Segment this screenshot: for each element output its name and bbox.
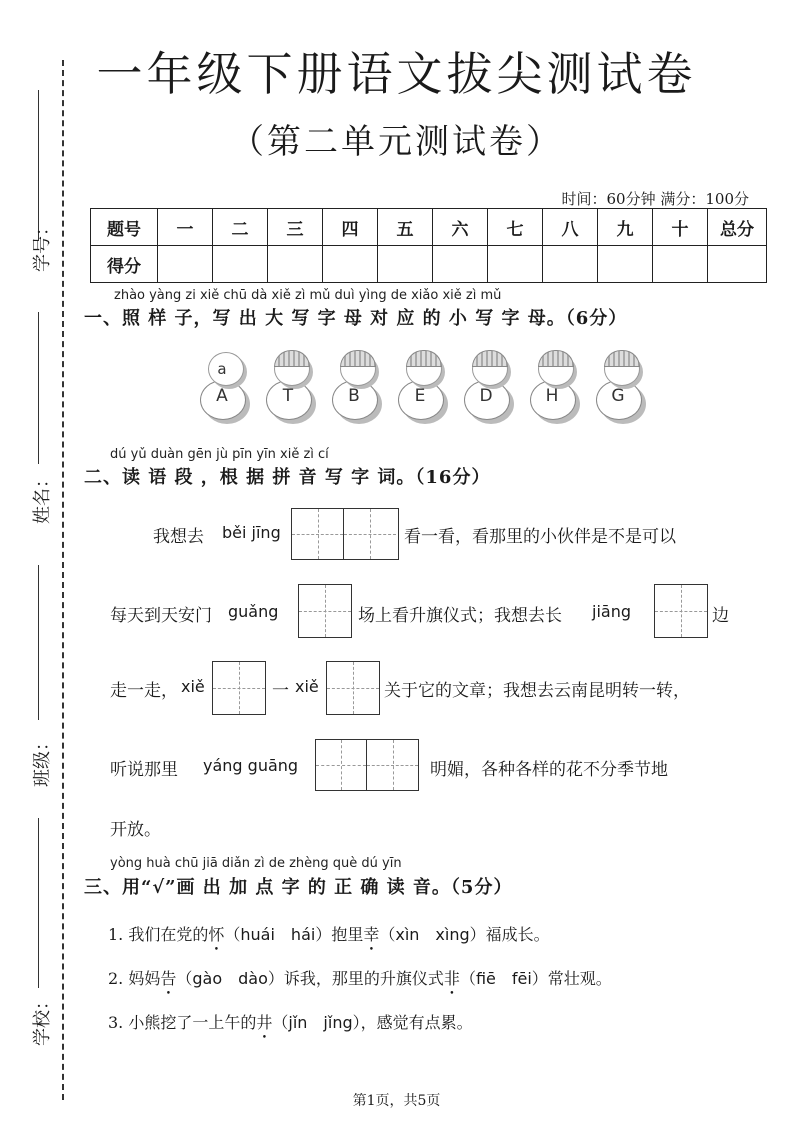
section3-pinyin: yòng huà chū jiā diǎn zì de zhèng què dú yīn — [110, 856, 402, 871]
snowman-letter: D — [479, 386, 493, 406]
passage-pinyin: xiě — [181, 677, 205, 696]
writing-cell[interactable] — [327, 662, 379, 714]
passage-text: 每天到天安门 — [110, 606, 212, 626]
writing-cell[interactable] — [655, 585, 707, 637]
snowman-4 — [394, 350, 450, 418]
section2-pinyin: dú yǔ duàn gēn jù pīn yīn xiě zì cí — [110, 447, 329, 462]
name-label: 姓名： — [32, 470, 53, 524]
snowman-1 — [196, 350, 252, 418]
snowman-2 — [262, 350, 318, 418]
passage-pinyin: běi jīng — [222, 523, 281, 542]
snowman-letter: A — [216, 386, 228, 406]
score-cell[interactable] — [213, 246, 268, 283]
score-cell[interactable] — [158, 246, 213, 283]
passage-text: 听说那里 — [110, 760, 178, 780]
score-table-score-row — [91, 246, 767, 283]
passage-text: 看一看，看那里的小伙伴是不是可以 — [404, 527, 676, 547]
name-line — [38, 312, 39, 464]
score-header-label: 题号 — [91, 209, 158, 246]
pinyin-options[interactable]: （fiē fēi） — [459, 969, 548, 988]
score-col: 一 — [158, 209, 213, 246]
passage-text: 走一走， — [110, 681, 178, 701]
passage-text: 一 — [272, 681, 289, 701]
score-col-total: 总分 — [708, 209, 767, 246]
score-col: 二 — [213, 209, 268, 246]
score-cell[interactable] — [268, 246, 323, 283]
school-label: 学校： — [32, 992, 53, 1046]
page-subtitle: （第二单元测试卷） — [230, 122, 563, 162]
score-table-header-row — [91, 209, 767, 246]
item-text: ，感觉有点累。 — [360, 1013, 473, 1032]
student-id-label: 学号： — [32, 218, 53, 272]
passage-text: 边 — [712, 606, 729, 626]
dotted-char: 怀 — [208, 925, 225, 944]
snowman-lowercase-answer: a — [217, 360, 227, 378]
writing-cell[interactable] — [213, 662, 265, 714]
pinyin-options[interactable]: （gào dào） — [176, 969, 284, 988]
answer-box-beijing[interactable] — [291, 508, 399, 560]
class-label: 班级： — [32, 733, 53, 787]
score-cell[interactable] — [323, 246, 378, 283]
score-cell[interactable] — [543, 246, 598, 283]
item-number: 1. — [108, 925, 124, 944]
pinyin-options[interactable]: （jǐn jǐng） — [272, 1013, 361, 1032]
passage-pinyin: jiāng — [592, 602, 631, 621]
item-text: 福成长。 — [485, 925, 550, 944]
snowman-hat — [472, 350, 508, 367]
score-cell[interactable] — [488, 246, 543, 283]
section1-heading: 一、照 样 子，写 出 大 写 字 母 对 应 的 小 写 字 母。（6分） — [84, 308, 628, 329]
snowman-letter: B — [348, 386, 360, 406]
pinyin-options[interactable]: （huái hái） — [224, 925, 332, 944]
snowman-6 — [526, 350, 582, 418]
exam-meta: 时间：60分钟 满分：100分 — [561, 190, 749, 208]
school-line — [38, 818, 39, 988]
passage-text: 关于它的文章；我想去云南昆明转一转， — [384, 681, 690, 701]
answer-box-jiang[interactable] — [654, 584, 708, 638]
score-col: 六 — [433, 209, 488, 246]
page-footer: 第1页，共5页 — [352, 1093, 441, 1109]
question-item-3 — [108, 1010, 473, 1033]
score-col: 九 — [598, 209, 653, 246]
writing-cell[interactable] — [367, 740, 418, 790]
item-text: 常壮观。 — [547, 969, 612, 988]
writing-cell[interactable] — [344, 509, 396, 559]
score-table — [90, 208, 767, 283]
item-text: 小熊挖了一上午的 — [128, 1013, 257, 1032]
snowman-letter: E — [414, 386, 426, 406]
passage-text: 开放。 — [110, 820, 161, 840]
snowman-hat — [538, 350, 574, 367]
item-number: 2. — [108, 969, 124, 988]
score-cell-total[interactable] — [708, 246, 767, 283]
score-cell[interactable] — [433, 246, 488, 283]
item-text: 诉我，那里的升旗仪式 — [283, 969, 444, 988]
page-title: 一年级下册语文拔尖测试卷 — [96, 47, 697, 101]
snowman-letter: G — [611, 386, 625, 406]
answer-box-guang[interactable] — [298, 584, 352, 638]
passage-pinyin: xiě — [295, 677, 319, 696]
dotted-char: 非 — [443, 969, 460, 988]
dotted-char: 幸 — [363, 925, 380, 944]
writing-cell[interactable] — [299, 585, 351, 637]
score-col: 八 — [543, 209, 598, 246]
snowman-hat — [406, 350, 442, 367]
snowman-hat — [340, 350, 376, 367]
snowman-hat — [604, 350, 640, 367]
writing-cell[interactable] — [292, 509, 344, 559]
binding-dashed-line — [62, 60, 64, 1100]
snowman-7 — [592, 350, 648, 418]
passage-text: 我想去 — [153, 527, 204, 547]
answer-box-xie-1[interactable] — [212, 661, 266, 715]
snowman-letter: H — [545, 386, 559, 406]
score-col: 十 — [653, 209, 708, 246]
passage-pinyin: yáng guāng — [203, 756, 299, 775]
score-col: 四 — [323, 209, 378, 246]
score-col: 五 — [378, 209, 433, 246]
item-text: 妈妈 — [128, 969, 161, 988]
class-line — [38, 565, 39, 720]
score-row-label: 得分 — [91, 246, 158, 283]
dotted-char: 井 — [256, 1013, 273, 1032]
section2-heading: 二、读 语 段 ，根 据 拼 音 写 字 词。（16分） — [84, 467, 491, 488]
question-item-2 — [108, 966, 612, 989]
score-cell[interactable] — [598, 246, 653, 283]
snowman-hat — [274, 350, 310, 367]
pinyin-options[interactable]: （xìn xìng） — [379, 925, 486, 944]
item-text: 抱里 — [331, 925, 364, 944]
snowman-5 — [460, 350, 516, 418]
section3-heading: 三、用“√”画 出 加 点 字 的 正 确 读 音。（5分） — [84, 877, 513, 898]
score-cell[interactable] — [653, 246, 708, 283]
passage-pinyin: guǎng — [228, 602, 279, 621]
score-cell[interactable] — [378, 246, 433, 283]
question-item-1 — [108, 922, 550, 945]
score-col: 三 — [268, 209, 323, 246]
writing-cell[interactable] — [316, 740, 367, 790]
item-number: 3. — [108, 1013, 124, 1032]
snowman-3 — [328, 350, 384, 418]
passage-text: 场上看升旗仪式；我想去长 — [358, 606, 562, 626]
passage-text: 明媚，各种各样的花不分季节地 — [430, 760, 668, 780]
section1-pinyin: zhào yàng zi xiě chū dà xiě zì mǔ duì yìng de xiǎo xiě zì mǔ — [114, 288, 502, 303]
score-col: 七 — [488, 209, 543, 246]
answer-box-yangguang[interactable] — [315, 739, 419, 791]
answer-box-xie-2[interactable] — [326, 661, 380, 715]
item-text: 我们在党的 — [128, 925, 209, 944]
snowman-letter: T — [282, 386, 294, 406]
dotted-char: 告 — [160, 969, 177, 988]
